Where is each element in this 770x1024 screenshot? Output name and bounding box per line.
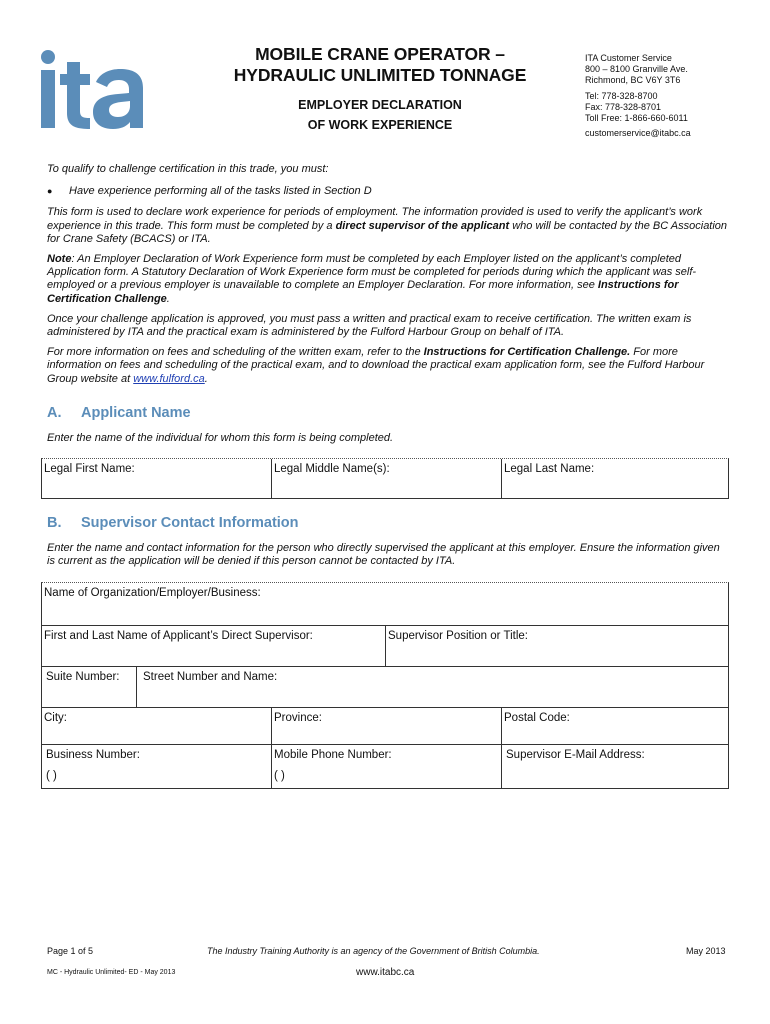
intro-text: [47, 163, 729, 393]
section-a-title: Applicant Name: [81, 405, 191, 421]
qualify-text: To qualify to challenge certification in this trade, you must:: [47, 163, 329, 175]
bullet-icon: ●: [47, 186, 53, 197]
street-field[interactable]: [136, 667, 728, 707]
exam-paragraph: Once your challenge application is approved, you must pass a written and practical exam to receive certification. The written exam is administered by ITA and the practical exam is administered by the Fulford Harbour Group on behalf of ITA.: [47, 312, 692, 339]
purpose-text-bold: direct supervisor of the applicant: [335, 219, 510, 232]
section-b-note: Enter the name and contact information for the person who directly supervised the applicant at this employer. Ensure the information given is current as the application will be denied if this person cannot be contacted by ITA.: [47, 542, 720, 568]
note-bold: Instructions for Certification Challenge: [47, 279, 679, 305]
legal-middle-name-field[interactable]: [271, 459, 501, 498]
legal-first-name-field[interactable]: [42, 459, 271, 498]
legal-middle-name-label: Legal Middle Name(s):: [274, 463, 390, 475]
fees-text-a: For more information on fees and scheduling of the written exam, refer to the: [47, 346, 424, 359]
province-label: Province:: [274, 712, 322, 724]
legal-last-name-field[interactable]: [501, 459, 728, 498]
contact-address2: Richmond, BC V6Y 3T6: [585, 75, 681, 85]
fulford-link[interactable]: www.fulford.ca: [133, 372, 205, 385]
form-code: MC - Hydraulic Unlimited- ED - May 2013: [47, 969, 176, 976]
section-b-heading: [47, 515, 299, 531]
purpose-text-b: who will be contacted by the BC Association for Crane Safety (BCACS) or ITA.: [47, 219, 728, 245]
suite-number-field[interactable]: [42, 667, 136, 707]
subtitle-line2: OF WORK EXPERIENCE: [307, 118, 453, 132]
form-title-line1: MOBILE CRANE OPERATOR –: [255, 44, 505, 64]
supervisor-email-field[interactable]: [501, 745, 728, 788]
form-purpose-paragraph: [47, 206, 729, 246]
fees-text-bold: Instructions for Certification Challenge.: [423, 346, 631, 359]
section-b-letter: B.: [47, 515, 62, 531]
footer-date: May 2013: [686, 946, 726, 956]
contact-name: ITA Customer Service: [585, 53, 672, 63]
supervisor-name-label: First and Last Name of Applicant’s Direct Supervisor:: [44, 630, 313, 642]
mobile-area-code: ( ): [274, 770, 285, 782]
organization-field[interactable]: [42, 583, 728, 625]
supervisor-position-field[interactable]: [385, 626, 728, 666]
legal-last-name-label: Legal Last Name:: [504, 463, 595, 475]
contact-fax: Fax: 778-328-8701: [585, 102, 662, 112]
postal-code-field[interactable]: [501, 708, 728, 744]
section-a-letter: A.: [47, 405, 62, 421]
contact-tel: Tel: 778-328-8700: [585, 91, 658, 101]
business-area-code: ( ): [46, 770, 57, 782]
applicant-name-table: [41, 458, 729, 499]
section-b-title: Supervisor Contact Information: [81, 515, 299, 531]
fees-paragraph: [47, 346, 729, 386]
section-a-heading: [47, 405, 191, 421]
subtitle-line1: EMPLOYER DECLARATION: [298, 98, 462, 112]
bullet-text: Have experience performing all of the tasks listed in Section D: [69, 185, 372, 198]
agency-statement: The Industry Training Authority is an agency of the Government of British Columbia.: [207, 946, 540, 956]
form-subtitle: [225, 95, 535, 135]
note-text: : An Employer Declaration of Work Experience form must be completed by each Employer listed on the applicant’s completed Application form. A Statutory Declaration of Work Experience form must be completed for periods during which the applicant was self-employed or a previous employer is unavailable to complete an Employer Declaration. For more information, see: [47, 253, 697, 292]
contact-email[interactable]: customerservice@itabc.ca: [585, 128, 691, 138]
mobile-phone-field[interactable]: [271, 745, 501, 788]
organization-label: Name of Organization/Employer/Business:: [44, 587, 261, 599]
business-number-label: Business Number:: [46, 749, 140, 761]
contact-tollfree: Toll Free: 1-866-660-6011: [585, 113, 688, 123]
note-end: .: [166, 292, 170, 305]
title-block: [225, 44, 535, 135]
postal-code-label: Postal Code:: [504, 712, 570, 724]
requirement-bullet: [47, 185, 729, 198]
city-label: City:: [44, 712, 67, 724]
business-number-field[interactable]: [42, 745, 271, 788]
city-field[interactable]: [42, 708, 271, 744]
legal-first-name-label: Legal First Name:: [44, 463, 135, 475]
mobile-phone-label: Mobile Phone Number:: [274, 749, 392, 761]
ita-logo: [38, 48, 150, 132]
footer-website[interactable]: www.itabc.ca: [356, 967, 415, 978]
supervisor-email-label: Supervisor E-Mail Address:: [506, 749, 645, 761]
fees-text-b: For more information on fees and scheduling of the practical exam, and to download the practical exam application form, see the Fulford Harbour Group website at: [47, 346, 705, 385]
supervisor-position-label: Supervisor Position or Title:: [388, 630, 528, 642]
contact-address1: 800 – 8100 Granville Ave.: [585, 64, 688, 74]
province-field[interactable]: [271, 708, 501, 744]
supervisor-name-field[interactable]: [42, 626, 385, 666]
note-paragraph: [47, 253, 729, 306]
fees-text-end: .: [204, 372, 208, 385]
street-label: Street Number and Name:: [143, 671, 278, 683]
form-title-line2: HYDRAULIC UNLIMITED TONNAGE: [233, 65, 527, 85]
supervisor-contact-table: [41, 582, 729, 789]
suite-number-label: Suite Number:: [46, 671, 120, 683]
section-a-note: Enter the name of the individual for whom this form is being completed.: [47, 432, 394, 444]
page-number: Page 1 of 5: [47, 946, 94, 956]
note-label: Note: [47, 253, 72, 266]
contact-block: [585, 53, 691, 139]
purpose-text-a: This form is used to declare work experience for periods of employment. The information provided is used to verify the applicant’s work experience in this trade. This form must be completed by a: [47, 206, 703, 232]
